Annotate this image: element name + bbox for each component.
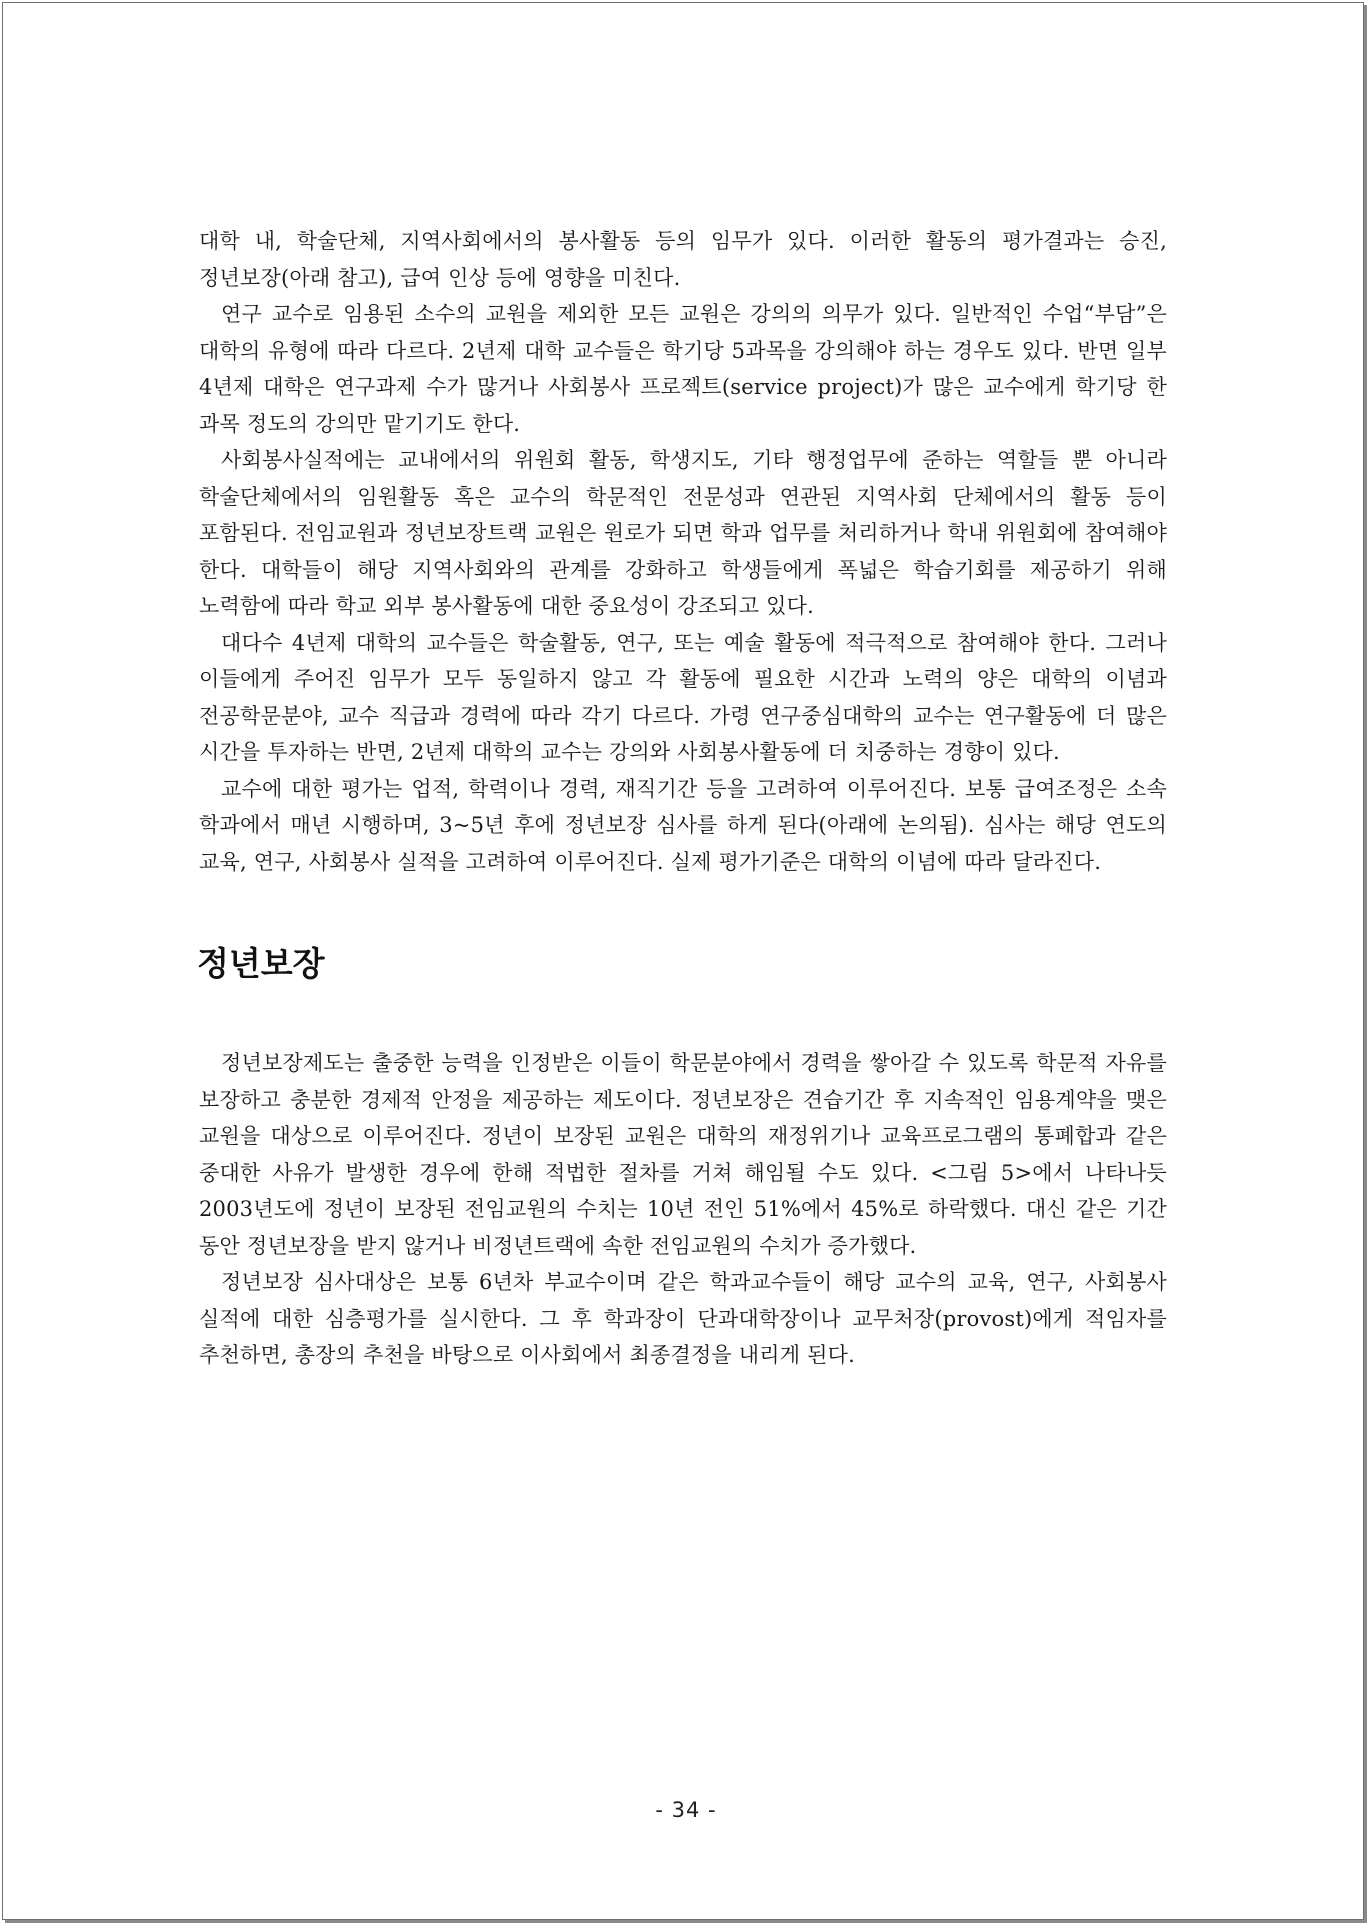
paragraph-tenure-review: 정년보장 심사대상은 보통 6년차 부교수이며 같은 학과교수들이 해당 교수의 교육, 연구, 사회봉사 실적에 대한 심층평가를 실시한다. 그 후 학과장이 단과대학장이나 교무처장(provost)에게 적임자를 추천하면, 총장의 추천을 바탕으로 이사회에서 최종결정을 내리게 된다.	[199, 1270, 1167, 1367]
paragraph-tenure-system: 정년보장제도는 출중한 능력을 인정받은 이들이 학문분야에서 경력을 쌓아갈 수 있도록 학문적 자유를 보장하고 충분한 경제적 안정을 제공하는 제도이다. 정년보장은 견습기간 후 지속적인 임용계약을 맺은 교원을 대상으로 이루어진다. 정년이 보장된 교원은 대학의 재정위기나 교육프로그램의 통폐합과 같은 중대한 사유가 발생한 경우에 한해 적법한 절차를 거쳐 해임될 수도 있다. <그림 5>에서 나타나듯 2003년도에 정년이 보장된 전임교원의 수치는 10년 전인 51%에서 45%로 하락했다. 대신 같은 기간 동안 정년보장을 받지 않거나 비정년트랙에 속한 전임교원의 수치가 증가했다.	[199, 1051, 1167, 1258]
paragraph-service: 사회봉사실적에는 교내에서의 위원회 활동, 학생지도, 기타 행정업무에 준하는 역할들 뿐 아니라 학술단체에서의 임원활동 혹은 교수의 학문적인 전문성과 연관된 지역사회 단체에서의 활동 등이 포함된다. 전임교원과 정년보장트랙 교원은 원로가 되면 학과 업무를 처리하거나 학내 위원회에 참여해야 한다. 대학들이 해당 지역사회와의 관계를 강화하고 학생들에게 폭넓은 학습기회를 제공하기 위해 노력함에 따라 학교 외부 봉사활동에 대한 중요성이 강조되고 있다.	[199, 448, 1167, 618]
document-page	[2, 2, 1364, 1920]
paragraph-research-duties: 대다수 4년제 대학의 교수들은 학술활동, 연구, 또는 예술 활동에 적극적으로 참여해야 한다. 그러나 이들에게 주어진 임무가 모두 동일하지 않고 각 활동에 필요한 시간과 노력의 양은 대학의 이념과 전공학문분야, 교수 직급과 경력에 따라 각기 다르다. 가령 연구중심대학의 교수는 연구활동에 더 많은 시간을 투자하는 반면, 2년제 대학의 교수는 강의와 사회봉사활동에 더 치중하는 경향이 있다.	[199, 630, 1167, 764]
section-heading-tenure: 정년보장	[197, 944, 325, 983]
paragraph-evaluation: 교수에 대한 평가는 업적, 학력이나 경력, 재직기간 등을 고려하여 이루어진다. 보통 급여조정은 소속 학과에서 매년 시행하며, 3~5년 후에 정년보장 심사를 하게 된다(아래에 논의됨). 심사는 해당 연도의 교육, 연구, 사회봉사 실적을 고려하여 이루어진다. 실제 평가기준은 대학의 이념에 따라 달라진다.	[199, 776, 1167, 874]
page-body	[199, 223, 1167, 1374]
page-number: - 34 -	[655, 1798, 717, 1822]
paragraph-teaching-load: 연구 교수로 임용된 소수의 교원을 제외한 모든 교원은 강의의 의무가 있다. 일반적인 수업“부담”은 대학의 유형에 따라 다르다. 2년제 대학 교수들은 학기당 5과목을 강의해야 하는 경우도 있다. 반면 일부 4년제 대학은 연구과제 수가 많거나 사회봉사 프로젝트(service project)가 많은 교수에게 학기당 한 과목 정도의 강의만 맡기기도 한다.	[199, 302, 1167, 436]
paragraph-intro-continuation: 대학 내, 학술단체, 지역사회에서의 봉사활동 등의 임무가 있다. 이러한 활동의 평가결과는 승진, 정년보장(아래 참고), 급여 인상 등에 영향을 미친다.	[199, 229, 1167, 290]
